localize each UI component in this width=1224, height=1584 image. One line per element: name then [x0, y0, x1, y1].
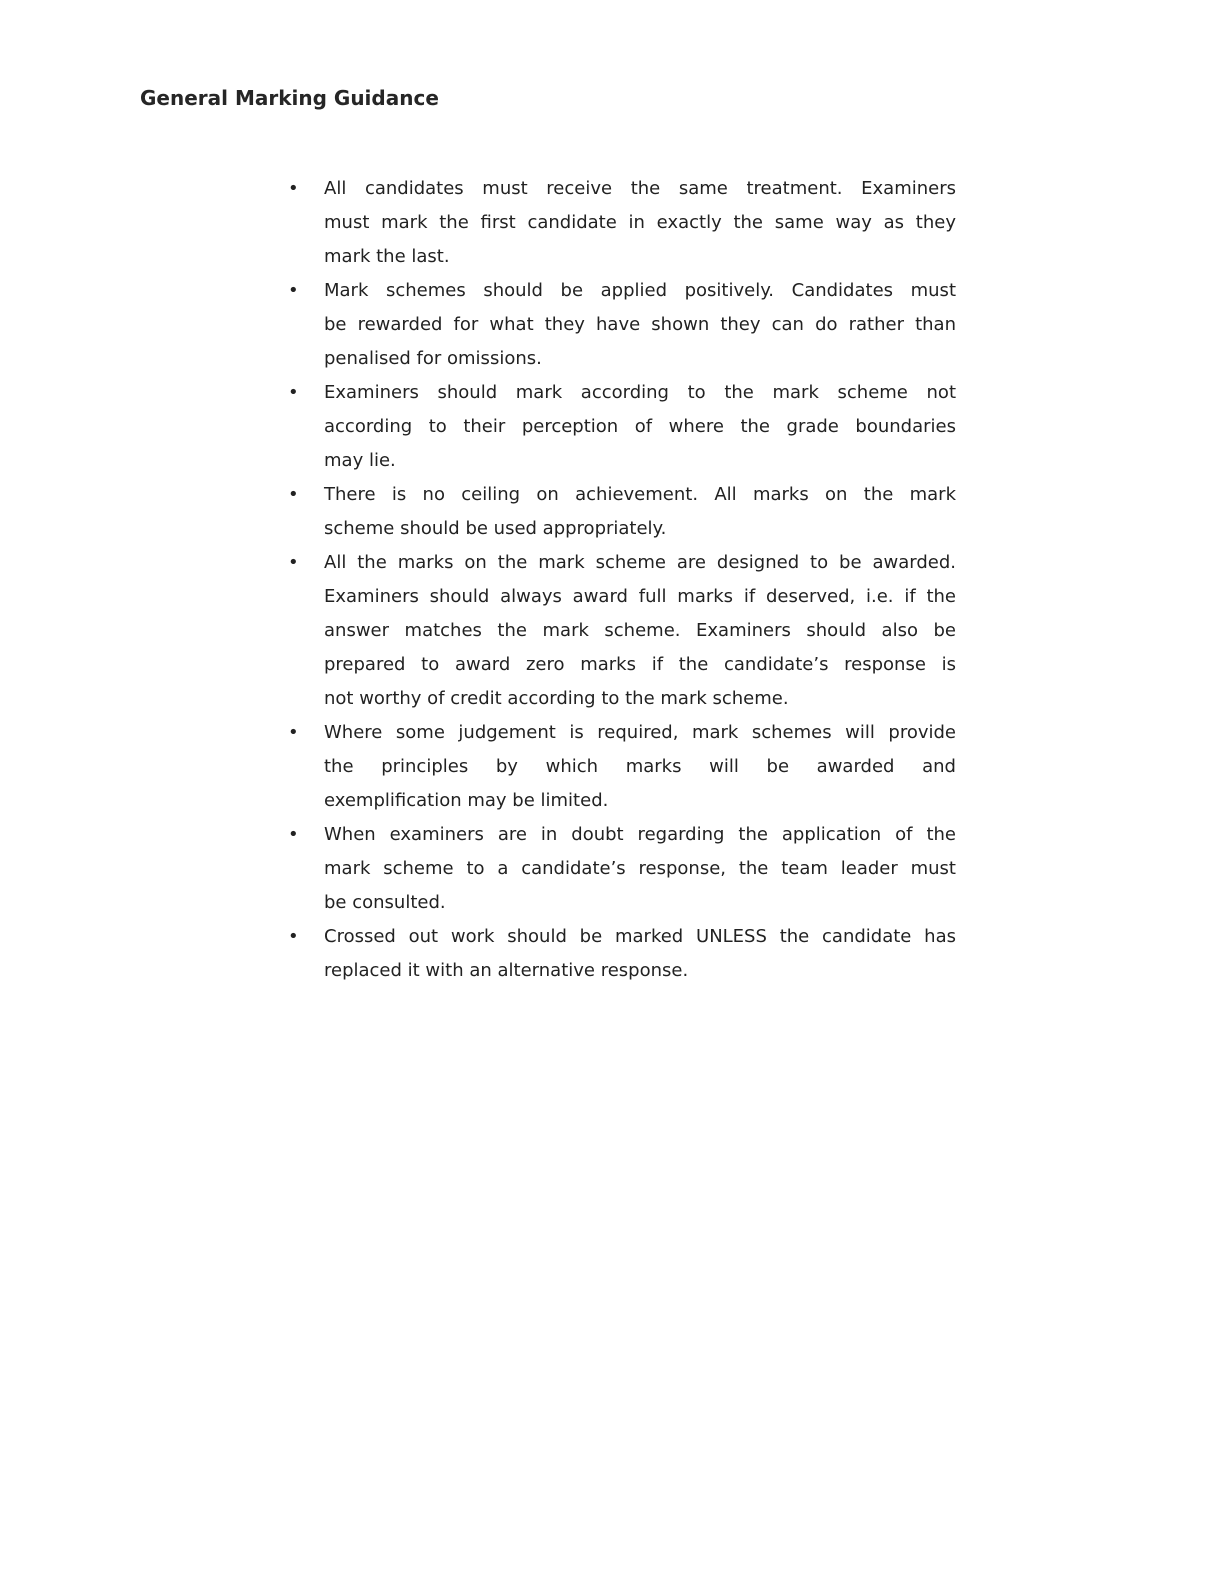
list-item-text-line: scheme should be used appropriately. — [324, 518, 667, 539]
page-title: General Marking Guidance — [140, 86, 439, 110]
list-item — [284, 920, 956, 988]
list-item-text-line: All the marks on the mark scheme are designed to be awarded. — [324, 552, 956, 573]
bullet-icon: • — [288, 484, 299, 505]
list-item-text-line: must mark the first candidate in exactly the same way as they — [324, 212, 956, 233]
bullet-icon: • — [288, 552, 299, 573]
bullet-icon: • — [288, 382, 299, 403]
list-item-text-line: There is no ceiling on achievement. All marks on the mark — [324, 484, 956, 505]
list-item-text-line: mark scheme to a candidate’s response, the team leader must — [324, 858, 956, 879]
list-item — [284, 716, 956, 818]
list-item-text-line: may lie. — [324, 450, 396, 471]
list-item-text-line: When examiners are in doubt regarding the application of the — [324, 824, 956, 845]
list-item-text-line: penalised for omissions. — [324, 348, 542, 369]
bullet-icon: • — [288, 280, 299, 301]
list-item-text-line: Crossed out work should be marked UNLESS the candidate has — [324, 926, 956, 947]
list-item-text-line: prepared to award zero marks if the candidate’s response is — [324, 654, 956, 675]
list-item — [284, 274, 956, 376]
list-item-text-line: the principles by which marks will be awarded and — [324, 756, 956, 777]
bullet-icon: • — [288, 722, 299, 743]
list-item-text-line: exemplification may be limited. — [324, 790, 609, 811]
list-item-text-line: answer matches the mark scheme. Examiners should also be — [324, 620, 956, 641]
bullet-icon: • — [288, 926, 299, 947]
list-item-text-line: All candidates must receive the same treatment. Examiners — [324, 178, 956, 199]
list-item-text-line: Where some judgement is required, mark schemes will provide — [324, 722, 956, 743]
list-item — [284, 478, 956, 546]
list-item-text-line: according to their perception of where the grade boundaries — [324, 416, 956, 437]
bullet-icon: • — [288, 178, 299, 199]
list-item-text-line: be consulted. — [324, 892, 446, 913]
list-item-text-line: Examiners should always award full marks if deserved, i.e. if the — [324, 586, 956, 607]
list-item-text-line: Examiners should mark according to the mark scheme not — [324, 382, 956, 403]
list-item — [284, 546, 956, 716]
guidance-list — [284, 172, 956, 988]
bullet-icon: • — [288, 824, 299, 845]
list-item-text-line: Mark schemes should be applied positively. Candidates must — [324, 280, 956, 301]
list-item — [284, 172, 956, 274]
list-item-text-line: mark the last. — [324, 246, 450, 267]
list-item-text-line: be rewarded for what they have shown they can do rather than — [324, 314, 956, 335]
list-item — [284, 818, 956, 920]
list-item-text-line: replaced it with an alternative response. — [324, 960, 689, 981]
list-item-text-line: not worthy of credit according to the mark scheme. — [324, 688, 789, 709]
list-item — [284, 376, 956, 478]
